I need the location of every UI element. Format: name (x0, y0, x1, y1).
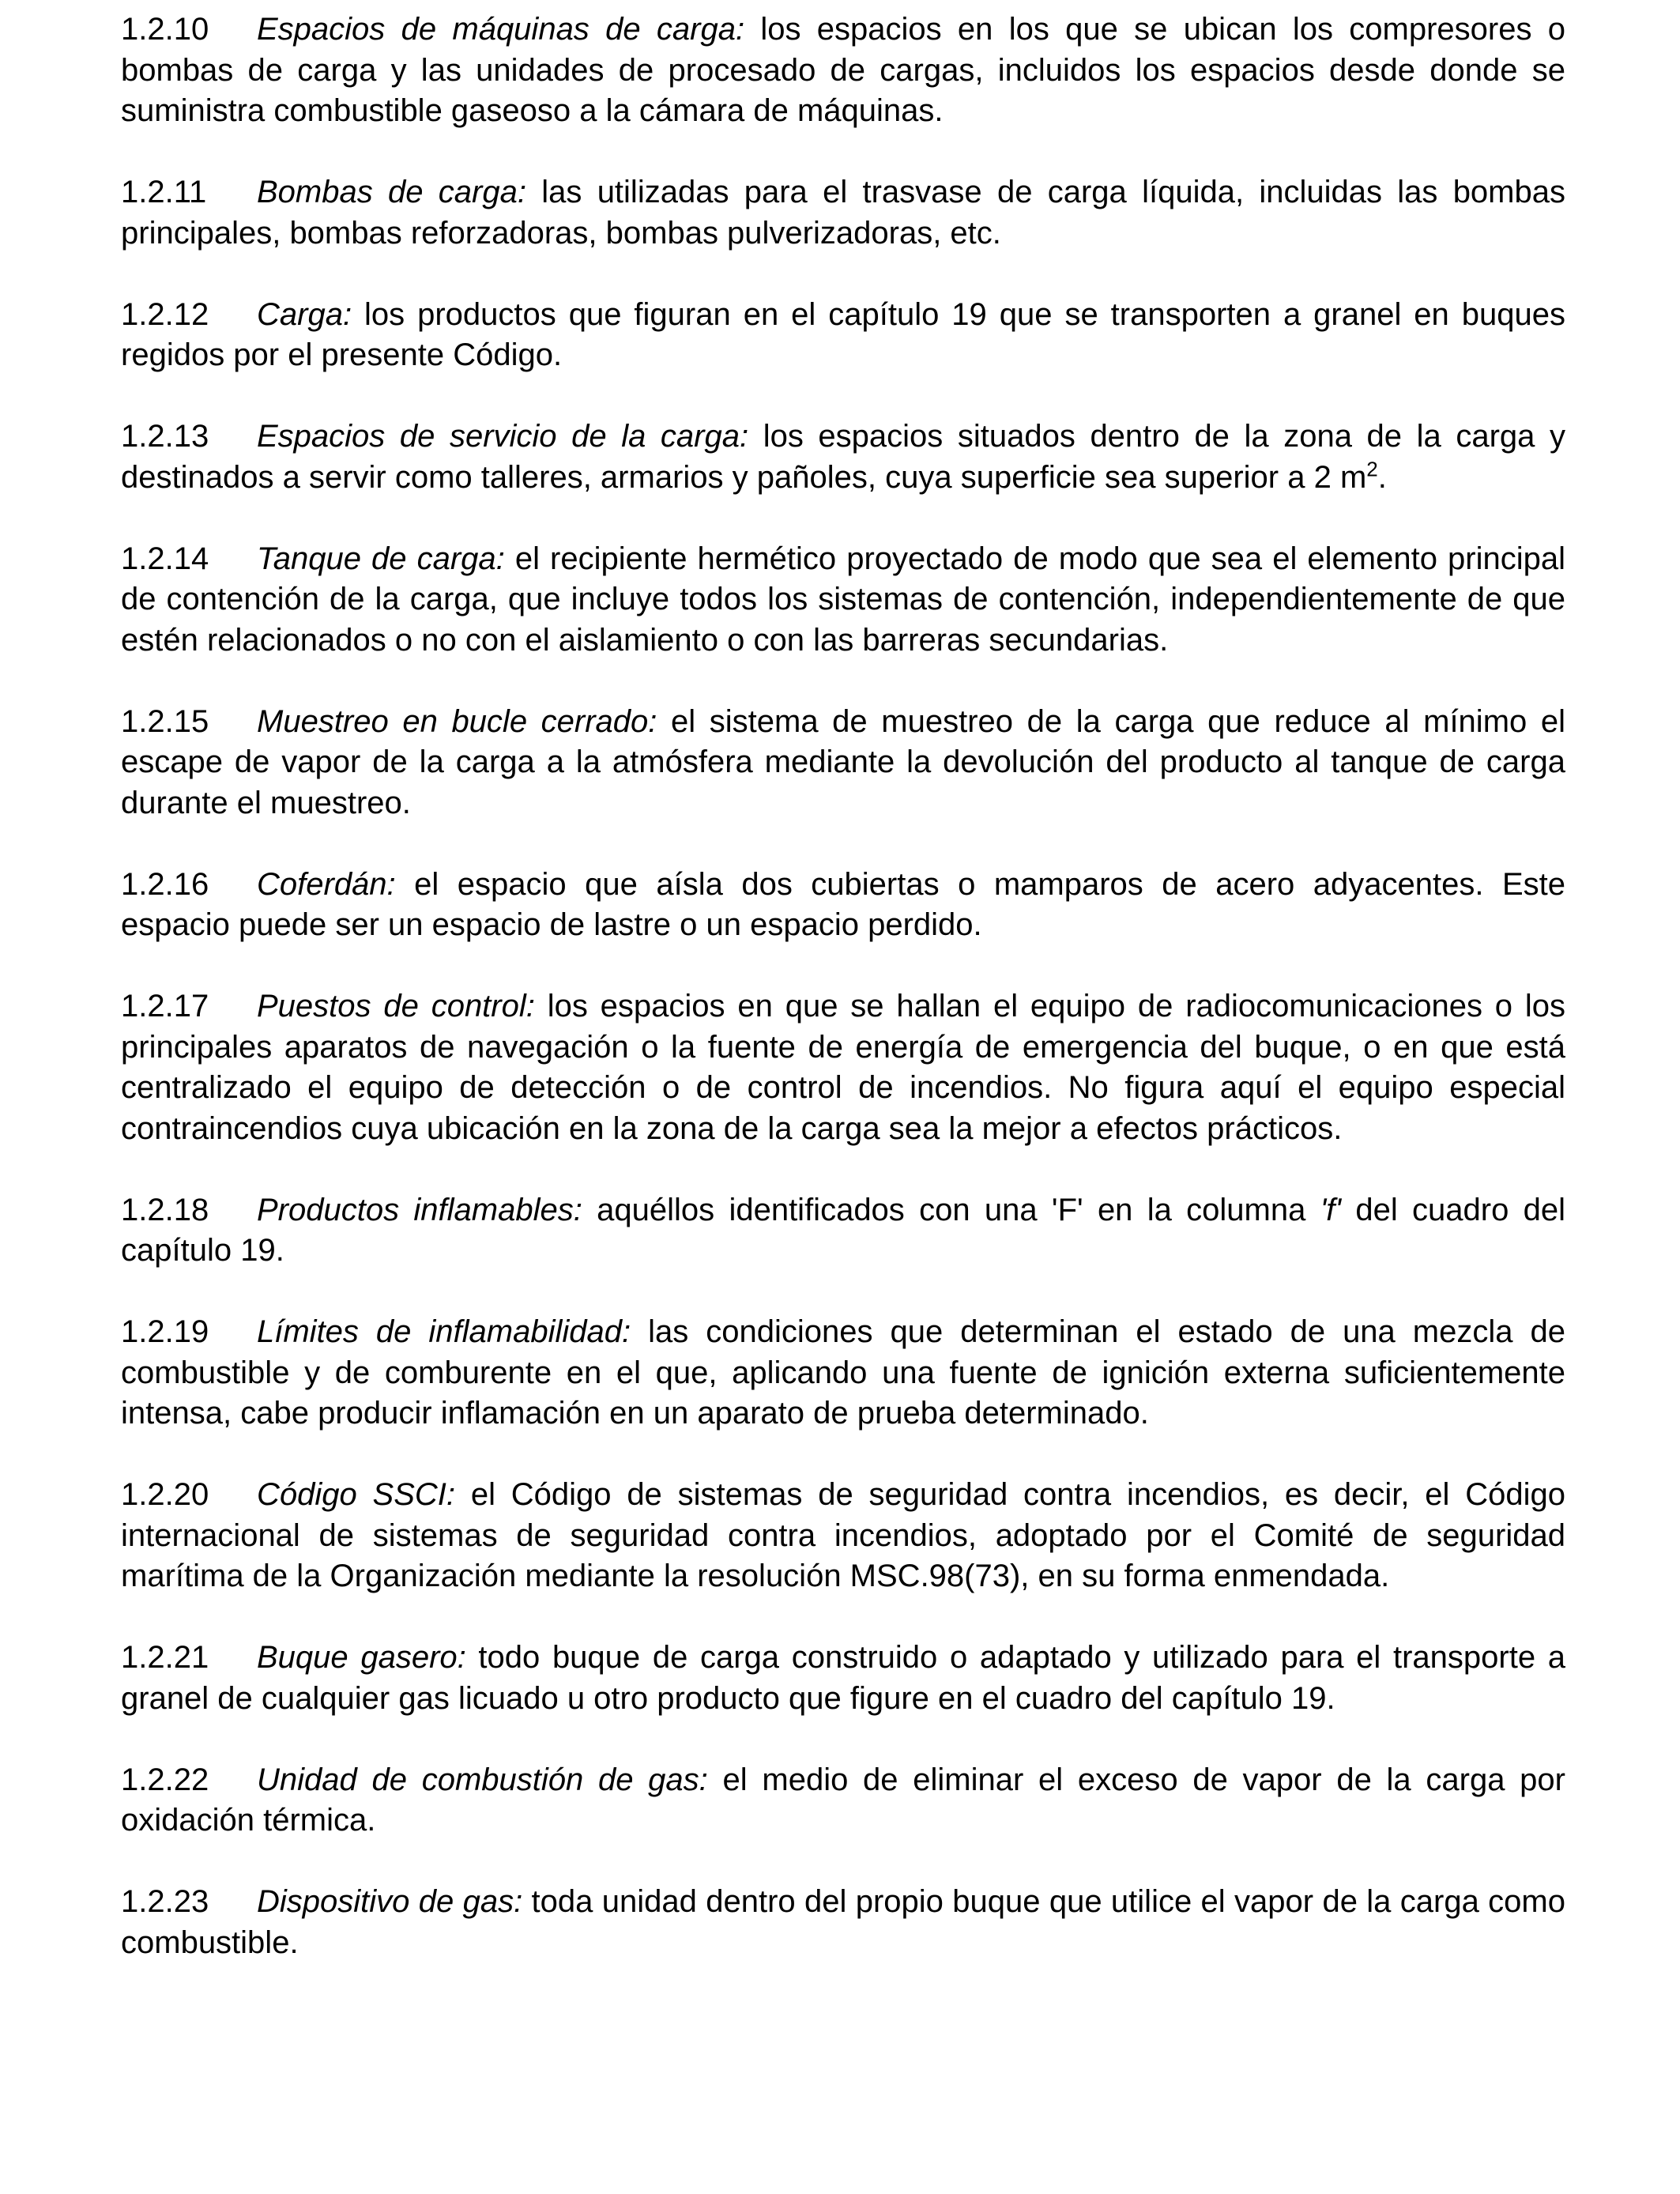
defined-term: Código SSCI: (257, 1477, 456, 1512)
definition-1-2-13 (121, 417, 1565, 498)
definition-text: el medio de eliminar el exceso de vapor de la carga por oxidación térmica. (121, 1762, 1565, 1838)
definition-text: los espacios en los que se ubican los compresores o bombas de carga y las unidades de procesado de cargas, incluidos los espacios desde donde se suministra combustible gaseoso a la cámara de máquinas. (121, 12, 1566, 128)
defined-term: Espacios de servicio de la carga: (257, 419, 749, 454)
definition-1-2-12 (121, 295, 1565, 376)
defined-term: Carga: (257, 296, 352, 332)
clause-number: 1.2.21 (121, 1640, 209, 1675)
definition-1-2-15 (121, 702, 1565, 824)
definition-text: el espacio que aísla dos cubiertas o mamparos de acero adyacentes. Este espacio puede ser un espacio de lastre o un espacio perdido. (121, 866, 1565, 942)
clause-number: 1.2.23 (121, 1884, 209, 1919)
clause-number: 1.2.18 (121, 1192, 209, 1227)
document-page (121, 9, 1565, 1963)
column-reference: 'f' (1320, 1192, 1342, 1227)
defined-term: Dispositivo de gas: (257, 1884, 523, 1919)
clause-number: 1.2.14 (121, 541, 209, 576)
definition-text: las utilizadas para el trasvase de carga líquida, incluidas las bombas principales, bombas reforzadoras, bombas pulverizadoras, etc. (121, 175, 1565, 251)
definition-1-2-17 (121, 986, 1565, 1149)
defined-term: Tanque de carga: (257, 541, 505, 576)
clause-number: 1.2.10 (121, 12, 209, 47)
defined-term: Buque gasero: (257, 1640, 466, 1675)
definition-text: los espacios en que se hallan el equipo de radiocomunicaciones o los principales aparatos de navegación o la fuente de energía de emergencia del buque, o en que está centralizado el equipo de detección o de control de incendios. No figura aquí el equipo especial contraincendios cuya ubicación en la zona de la carga sea la mejor a efectos prácticos. (121, 989, 1566, 1146)
definition-1-2-14 (121, 539, 1565, 662)
defined-term: Coferdán: (257, 866, 396, 902)
definition-text: los productos que figuran en el capítulo 19 que se transporten a granel en buques regidos por el presente Código. (121, 296, 1565, 372)
clause-number: 1.2.22 (121, 1762, 209, 1797)
definition-text: aquéllos identificados con una 'F' en la columna (582, 1192, 1320, 1227)
definition-1-2-10 (121, 9, 1565, 132)
defined-term: Límites de inflamabilidad: (257, 1314, 631, 1349)
clause-number: 1.2.20 (121, 1477, 209, 1512)
definition-1-2-11 (121, 172, 1565, 254)
definition-1-2-19 (121, 1312, 1565, 1434)
clause-number: 1.2.12 (121, 296, 209, 332)
definition-1-2-22 (121, 1760, 1565, 1842)
clause-number: 1.2.13 (121, 419, 209, 454)
definition-1-2-20 (121, 1475, 1565, 1597)
defined-term: Productos inflamables: (257, 1192, 582, 1227)
definition-1-2-23 (121, 1882, 1565, 1963)
definition-text: los espacios situados dentro de la zona de la carga y destinados a servir como talleres, armarios y pañoles, cuya superficie sea superior a 2 m (121, 419, 1565, 495)
definition-1-2-21 (121, 1638, 1565, 1719)
defined-term: Bombas de carga: (257, 175, 526, 209)
defined-term: Puestos de control: (257, 989, 535, 1023)
defined-term: Espacios de máquinas de carga: (257, 12, 745, 47)
defined-term: Muestreo en bucle cerrado: (257, 703, 657, 739)
clause-number: 1.2.11 (121, 175, 207, 209)
definition-text: el Código de sistemas de seguridad contra incendios, es decir, el Código internacional de sistemas de seguridad contra incendios, adoptado por el Comité de seguridad marítima de la Organización mediante la resolución MSC.98(73), en su forma enmendada. (121, 1477, 1565, 1593)
definition-text: toda unidad dentro del propio buque que utilice el vapor de la carga como combustible. (121, 1884, 1565, 1960)
definition-text-end: del cuadro del capítulo 19. (121, 1192, 1566, 1268)
definition-text: todo buque de carga construido o adaptado y utilizado para el transporte a granel de cualquier gas licuado u otro producto que figure en el cuadro del capítulo 19. (121, 1640, 1565, 1716)
definition-text: las condiciones que determinan el estado de una mezcla de combustible y de comburente en el que, aplicando una fuente de ignición externa suficientemente intensa, cabe producir inflamación en un aparato de prueba determinado. (121, 1314, 1565, 1431)
definition-text: el recipiente hermético proyectado de modo que sea el elemento principal de contención de la carga, que incluye todos los sistemas de contención, independientemente de que estén relacionados o no con el aislamiento o con las barreras secundarias. (121, 541, 1565, 658)
clause-number: 1.2.15 (121, 703, 209, 739)
definition-text-end: . (1377, 459, 1387, 495)
clause-number: 1.2.16 (121, 866, 209, 902)
definition-text: el sistema de muestreo de la carga que reduce al mínimo el escape de vapor de la carga a la atmósfera mediante la devolución del producto al tanque de carga durante el muestreo. (121, 703, 1565, 820)
definition-1-2-18 (121, 1190, 1565, 1272)
superscript: 2 (1366, 457, 1378, 481)
definition-1-2-16 (121, 865, 1565, 946)
clause-number: 1.2.17 (121, 989, 209, 1023)
clause-number: 1.2.19 (121, 1314, 209, 1349)
defined-term: Unidad de combustión de gas: (257, 1762, 708, 1797)
